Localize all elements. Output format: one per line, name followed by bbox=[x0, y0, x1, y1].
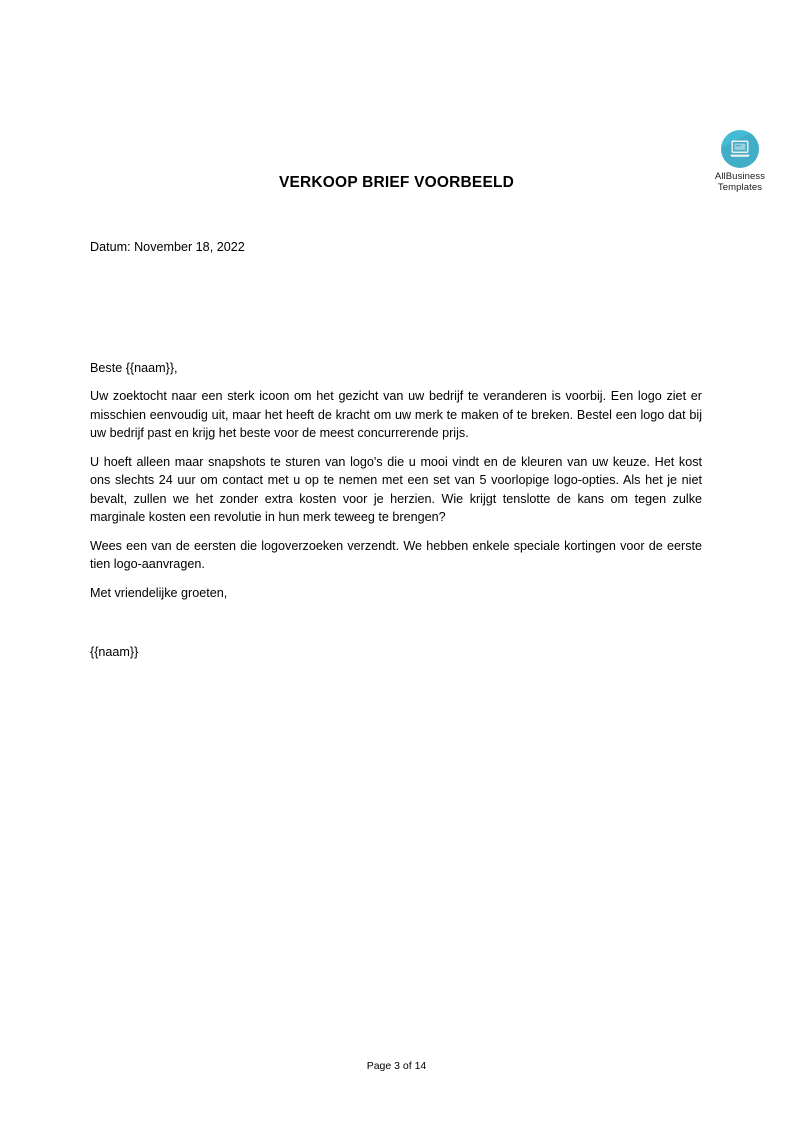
paragraph-1: Uw zoektocht naar een sterk icoon om het gezicht van uw bedrijf te veranderen is voorbij. Een logo ziet er misschien eenvoudig uit, maar het heeft de kracht om uw merk te maken of te breken. Bestel een logo dat bij uw bedrijf past en krijg het beste voor de meest concurrerende prijs. bbox=[90, 389, 702, 440]
date-line: Datum: November 18, 2022 bbox=[90, 240, 245, 254]
paragraph-3: Wees een van de eersten die logoverzoeken verzendt. We hebben enkele speciale kortingen voor de eerste tien logo-aanvragen. bbox=[90, 538, 702, 571]
salutation: Beste {{naam}}, bbox=[90, 361, 178, 375]
letter-body bbox=[90, 238, 702, 661]
page-footer: Page 3 of 14 bbox=[366, 1060, 427, 1072]
signature-line: {{naam}} bbox=[90, 644, 139, 659]
brand-logo-circle bbox=[721, 130, 759, 168]
brand-name-line1: AllBusiness bbox=[714, 171, 766, 182]
laptop-icon bbox=[729, 140, 751, 158]
paragraph-2: U hoeft alleen maar snapshots te sturen van logo's die u mooi vindt en de kleuren van uw keuze. Het kost ons slechts 24 uur om contact met u op te nemen met een set van 5 voorlopige logo-opties. Als het je niet bevalt, zullen we het zonder extra kosten voor je herzien. Wie krijgt tenslotte de kans om tegen zulke marginale kosten een revolutie in hun merk teweeg te brengen? bbox=[90, 454, 702, 524]
page-title: VERKOOP BRIEF VOORBEELD bbox=[278, 174, 515, 191]
closing-line: Met vriendelijke groeten, bbox=[90, 585, 228, 600]
brand-name-line2: Templates bbox=[717, 182, 763, 193]
